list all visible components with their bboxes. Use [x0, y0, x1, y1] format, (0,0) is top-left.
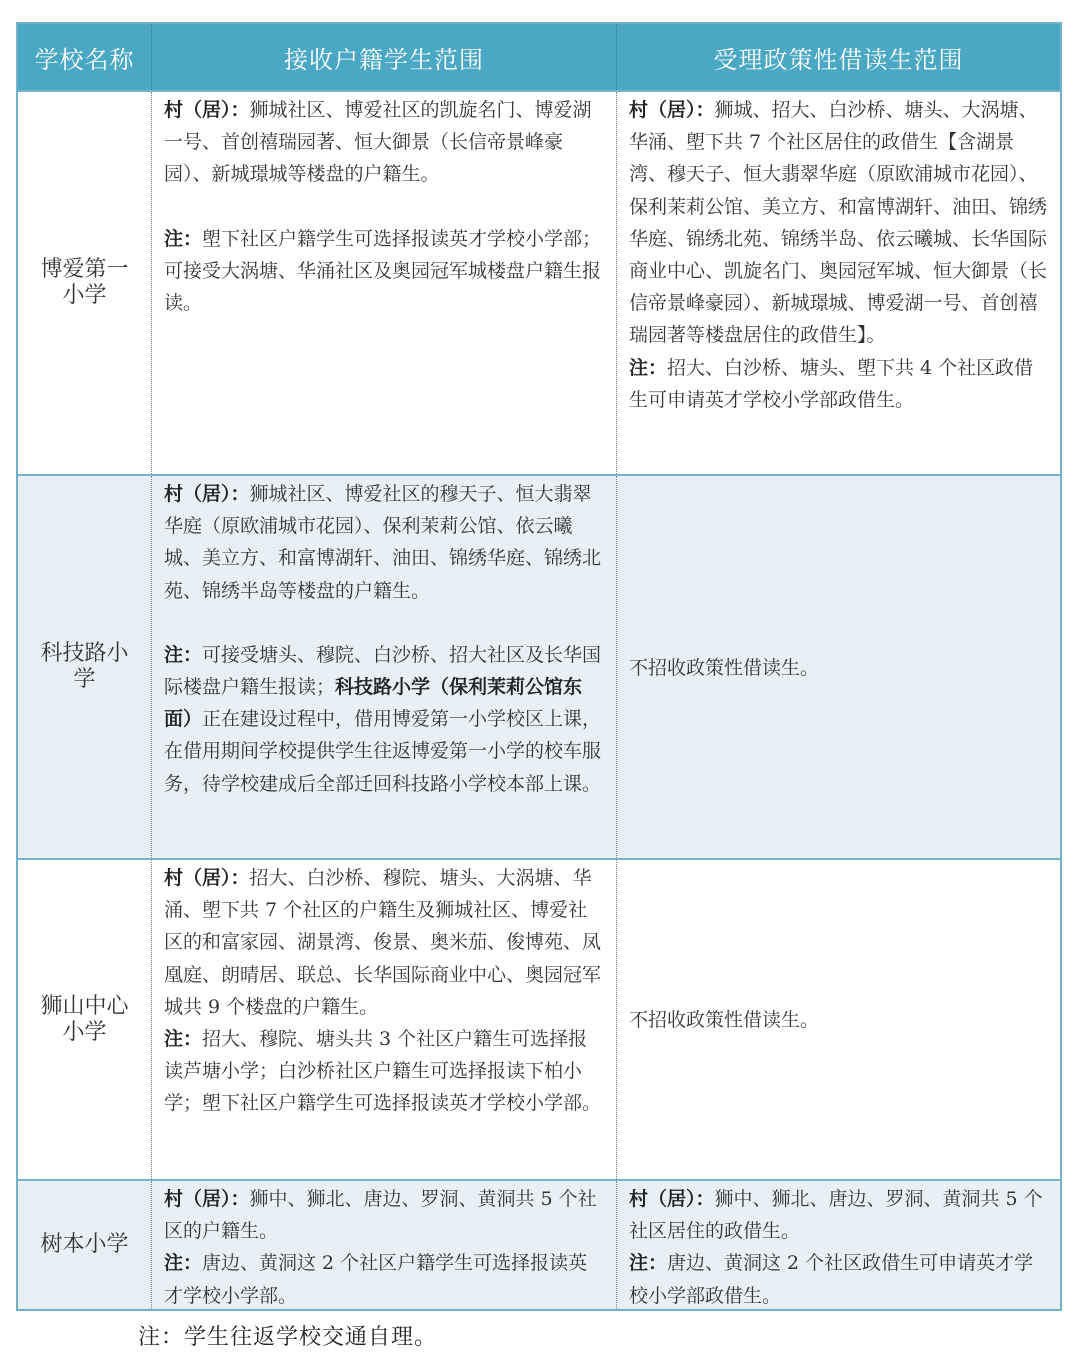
policy-cell — [616, 1181, 1060, 1309]
school-cell — [18, 92, 151, 474]
hukou-text: 狮城社区、博爱社区的穆天子、恒大翡翠华庭（原欧浦城市花园）、保利茉莉公馆、依云曦城、美立方、和富博湖轩、油田、锦绣华庭、锦绣北苑、锦绣半岛等楼盘的户籍生。 — [164, 483, 602, 602]
note-label: 注： — [629, 1252, 668, 1275]
table-row — [18, 858, 1060, 1179]
hukou-note: 招大、穆院、塘头共 3 个社区户籍生可选择报读芦塘小学；白沙桥社区户籍生可选择报读下柏小学；塱下社区户籍学生可选择报读英才学校小学部。 — [164, 1028, 602, 1115]
hukou-cell — [151, 92, 616, 474]
hukou-note: 塱下社区户籍学生可选择报读英才学校小学部；可接受大涡塘、华涌社区及奥园冠军城楼盘户籍生报读。 — [164, 227, 602, 315]
school-cell — [18, 476, 151, 858]
hukou-cell — [151, 1181, 616, 1309]
label: 村（居）： — [164, 867, 250, 889]
school-name: 树本小学 — [40, 1232, 129, 1257]
school-enrollment-table — [16, 22, 1062, 1311]
hukou-note-pre: 可接受塘头、穆院、白沙桥、招大社区及长华国际楼盘户籍生报读； — [164, 643, 602, 699]
school-name: 科技路小学 — [40, 641, 129, 692]
note-label: 注： — [164, 227, 203, 250]
hukou-text: 狮中、狮北、唐边、罗洞、黄洞共 5 个社区的户籍生。 — [164, 1188, 597, 1243]
label: 村（居）： — [629, 99, 715, 121]
school-name: 博爱第一小学 — [40, 257, 129, 308]
policy-cell — [616, 860, 1060, 1179]
school-cell — [18, 860, 151, 1179]
hukou-text: 狮城社区、博爱社区的凯旋名门、博爱湖一号、首创禧瑞园著、恒大御景（长信帝景峰豪园）、新城璟城等楼盘的户籍生。 — [164, 99, 592, 186]
footnote: 注：学生往返学校交通自理。 — [138, 1325, 438, 1350]
policy-cell — [616, 92, 1060, 474]
note-label: 注： — [164, 1252, 203, 1275]
header-hukou-scope: 接收户籍学生范围 — [151, 24, 616, 90]
table-row — [18, 1179, 1060, 1309]
policy-note: 招大、白沙桥、塘头、塱下共 4 个社区政借生可申请英才学校小学部政借生。 — [629, 356, 1034, 411]
header-policy-scope: 受理政策性借读生范围 — [616, 24, 1060, 90]
policy-text: 狮城、招大、白沙桥、塘头、大涡塘、华涌、塱下共 7 个社区居住的政借生【含湖景湾、穆天子、恒大翡翠华庭（原欧浦城市花园）、保利茉莉公馆、美立方、和富博湖轩、油田、锦绣华庭、锦绣北苑、锦绣半岛、依云曦城、长华国际商业中心、凯旋名门、奥园冠军城、恒大御景（长信帝景峰豪园）、新城璟城、博爱湖一号、首创禧瑞园著等楼盘居住的政借生】。 — [629, 99, 1048, 347]
hukou-note-bold: 科技路小学（保利茉莉公馆东面） — [164, 676, 583, 731]
hukou-note: 唐边、黄洞这 2 个社区户籍学生可选择报读英才学校小学部。 — [164, 1252, 588, 1307]
table-row — [18, 90, 1060, 474]
policy-text: 狮中、狮北、唐边、罗洞、黄洞共 5 个社区居住的政借生。 — [629, 1188, 1043, 1243]
note-label: 注： — [164, 643, 203, 666]
label: 村（居）： — [629, 1188, 715, 1210]
school-name: 狮山中心小学 — [40, 993, 129, 1045]
table-header — [18, 24, 1060, 90]
policy-text: 不招收政策性借读生。 — [629, 656, 820, 679]
label: 村（居）： — [164, 483, 250, 505]
header-school-name: 学校名称 — [34, 45, 135, 74]
label: 村（居）： — [164, 99, 250, 121]
note-label: 注： — [164, 1028, 203, 1051]
hukou-note-post: 正在建设过程中，借用博爱第一小学校区上课，在借用期间学校提供学生往返博爱第一小学的校车服务，待学校建成后全部迁回科技路小学校本部上课。 — [164, 708, 602, 795]
policy-note: 唐边、黄洞这 2 个社区政借生可申请英才学校小学部政借生。 — [629, 1252, 1034, 1307]
policy-cell — [616, 476, 1060, 858]
hukou-text: 招大、白沙桥、穆院、塘头、大涡塘、华涌、塱下共 7 个社区的户籍生及狮城社区、博爱社区的和富家园、湖景湾、俊景、奥米茄、俊博苑、凤凰庭、朗晴居、联总、长华国际商业中心、奥园冠军城共 9 个楼盘的户籍生。 — [164, 867, 602, 1018]
label: 村（居）： — [164, 1188, 250, 1210]
hukou-cell — [151, 476, 616, 858]
note-label: 注： — [629, 356, 668, 379]
school-cell — [18, 1181, 151, 1309]
policy-text: 不招收政策性借读生。 — [629, 1009, 820, 1032]
hukou-cell — [151, 860, 616, 1179]
table-row — [18, 474, 1060, 858]
